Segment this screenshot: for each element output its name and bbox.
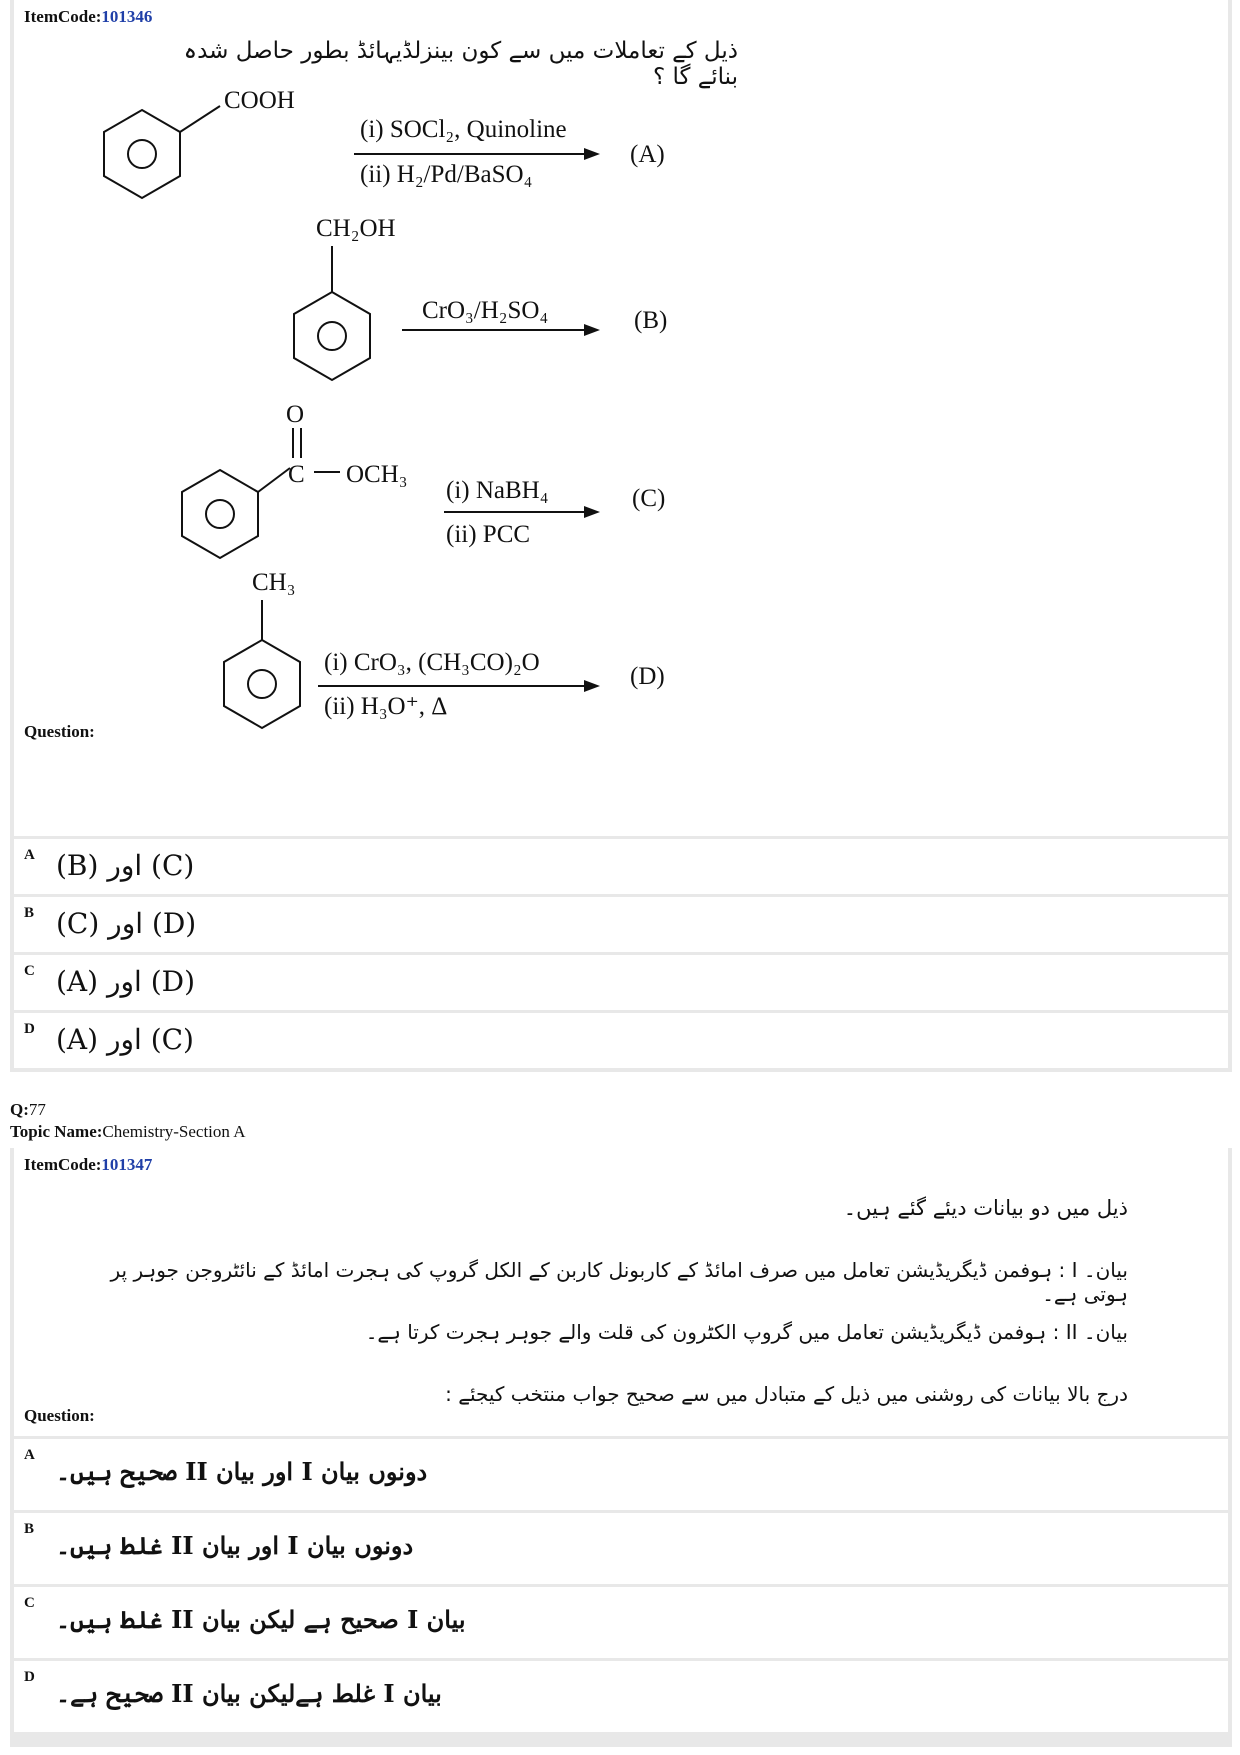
option-letter: D [24, 1021, 35, 1037]
option-letter: A [24, 847, 35, 863]
option-letter: A [24, 1447, 35, 1463]
reagent-a-2: (ii) H₂/Pd/BaSO₄ [360, 161, 533, 188]
item-code-number: 101346 [101, 7, 153, 26]
option-text: (C) اور (D) [56, 907, 197, 940]
item-code-number: 101347 [101, 1155, 153, 1174]
option-letter: C [24, 1595, 35, 1611]
question-76-stem [14, 0, 1228, 836]
option-letter: B [24, 905, 35, 921]
option-letter: D [24, 1669, 35, 1685]
reagent-a-1: (i) SOCl₂, Quinoline [360, 116, 567, 143]
substituent-a: COOH [224, 87, 295, 114]
option-d[interactable] [14, 1661, 1228, 1732]
option-text: (A) اور (C) [56, 1023, 194, 1056]
carbonyl-oxygen: O [286, 401, 305, 428]
option-b[interactable] [14, 897, 1228, 952]
reagent-b-1: CrO₃/H₂SO₄ [422, 297, 549, 324]
item-code: ItemCode:101346 [24, 7, 153, 26]
option-b[interactable] [14, 1513, 1228, 1584]
instruction-urdu: درج بالا بیانات کی روشنی میں ذیل کے متبادل میں سے صحیح جواب منتخب کیجئے : [445, 1382, 1128, 1406]
benzene-ring-a [104, 110, 180, 198]
option-text: دونوں بیان I اور بیان II غلط ہیں۔ [56, 1531, 414, 1560]
carbonyl-carbon: C [288, 461, 305, 488]
option-text: بیان I صحیح ہے لیکن بیان II غلط ہیں۔ [56, 1605, 466, 1634]
question-label: Question: [24, 722, 95, 741]
substituent-c: OCH₃ [346, 461, 408, 488]
product-label-c: (C) [632, 485, 666, 512]
product-label-a: (A) [630, 141, 665, 168]
option-a[interactable] [14, 839, 1228, 894]
option-a[interactable] [14, 1439, 1228, 1510]
question-label: Question: [24, 1406, 95, 1425]
reagent-c-1: (i) NaBH₄ [446, 477, 549, 504]
option-letter: B [24, 1521, 35, 1537]
topic-name: Topic Name:Chemistry-Section A [10, 1122, 246, 1141]
item-code: ItemCode:101347 [24, 1155, 153, 1174]
substituent-b: CH₂OH [316, 215, 396, 242]
statement-1: بیان۔ I : ہوفمن ڈیگریڈیشن تعامل میں صرف امائڈ کے کاربونل کاربن کے الکل گروپ کی ہجرت امائڈ کے نائٹروجن جوہر پر ہوتی ہے۔ [110, 1258, 1128, 1306]
option-d[interactable] [14, 1013, 1228, 1068]
benzene-ring-d [224, 640, 300, 728]
option-c[interactable] [14, 955, 1228, 1010]
question-77-card [10, 1148, 1232, 1747]
product-label-b: (B) [634, 307, 668, 334]
option-c[interactable] [14, 1587, 1228, 1658]
question-77-stem [14, 1148, 1228, 1436]
intro-urdu: ذیل میں دو بیانات دیئے گئے ہیں۔ [843, 1196, 1128, 1220]
benzene-ring-c [182, 470, 258, 558]
product-label-d: (D) [630, 663, 665, 690]
option-letter: C [24, 963, 35, 979]
substituent-d: CH₃ [252, 569, 296, 596]
reagent-c-2: (ii) PCC [446, 521, 531, 548]
option-text: دونوں بیان I اور بیان II صحیح ہیں۔ [56, 1457, 428, 1486]
option-text: بیان I غلط ہےلیکن بیان II صحیح ہے۔ [56, 1679, 442, 1708]
reagent-d-1: (i) CrO₃, (CH₃CO)₂O [324, 649, 540, 676]
question-number: Q:77 [10, 1100, 46, 1119]
reaction-scheme [14, 0, 1228, 800]
statement-2: بیان۔ II : ہوفمن ڈیگریڈیشن تعامل میں گروپ الکٹرون کی قلت والے جوہر ہجرت کرتا ہے۔ [365, 1320, 1128, 1344]
question-76-card [10, 0, 1232, 1072]
option-text: (B) اور (C) [56, 849, 195, 882]
benzene-ring-b [294, 292, 370, 380]
question-stem-urdu: ذیل کے تعاملات میں سے کون بینزلڈیہائڈ بطور حاصل شدہ بنائے گا ؟ [183, 38, 738, 90]
reagent-d-2: (ii) H₃O⁺, Δ [324, 693, 448, 720]
option-text: (A) اور (D) [56, 965, 195, 998]
